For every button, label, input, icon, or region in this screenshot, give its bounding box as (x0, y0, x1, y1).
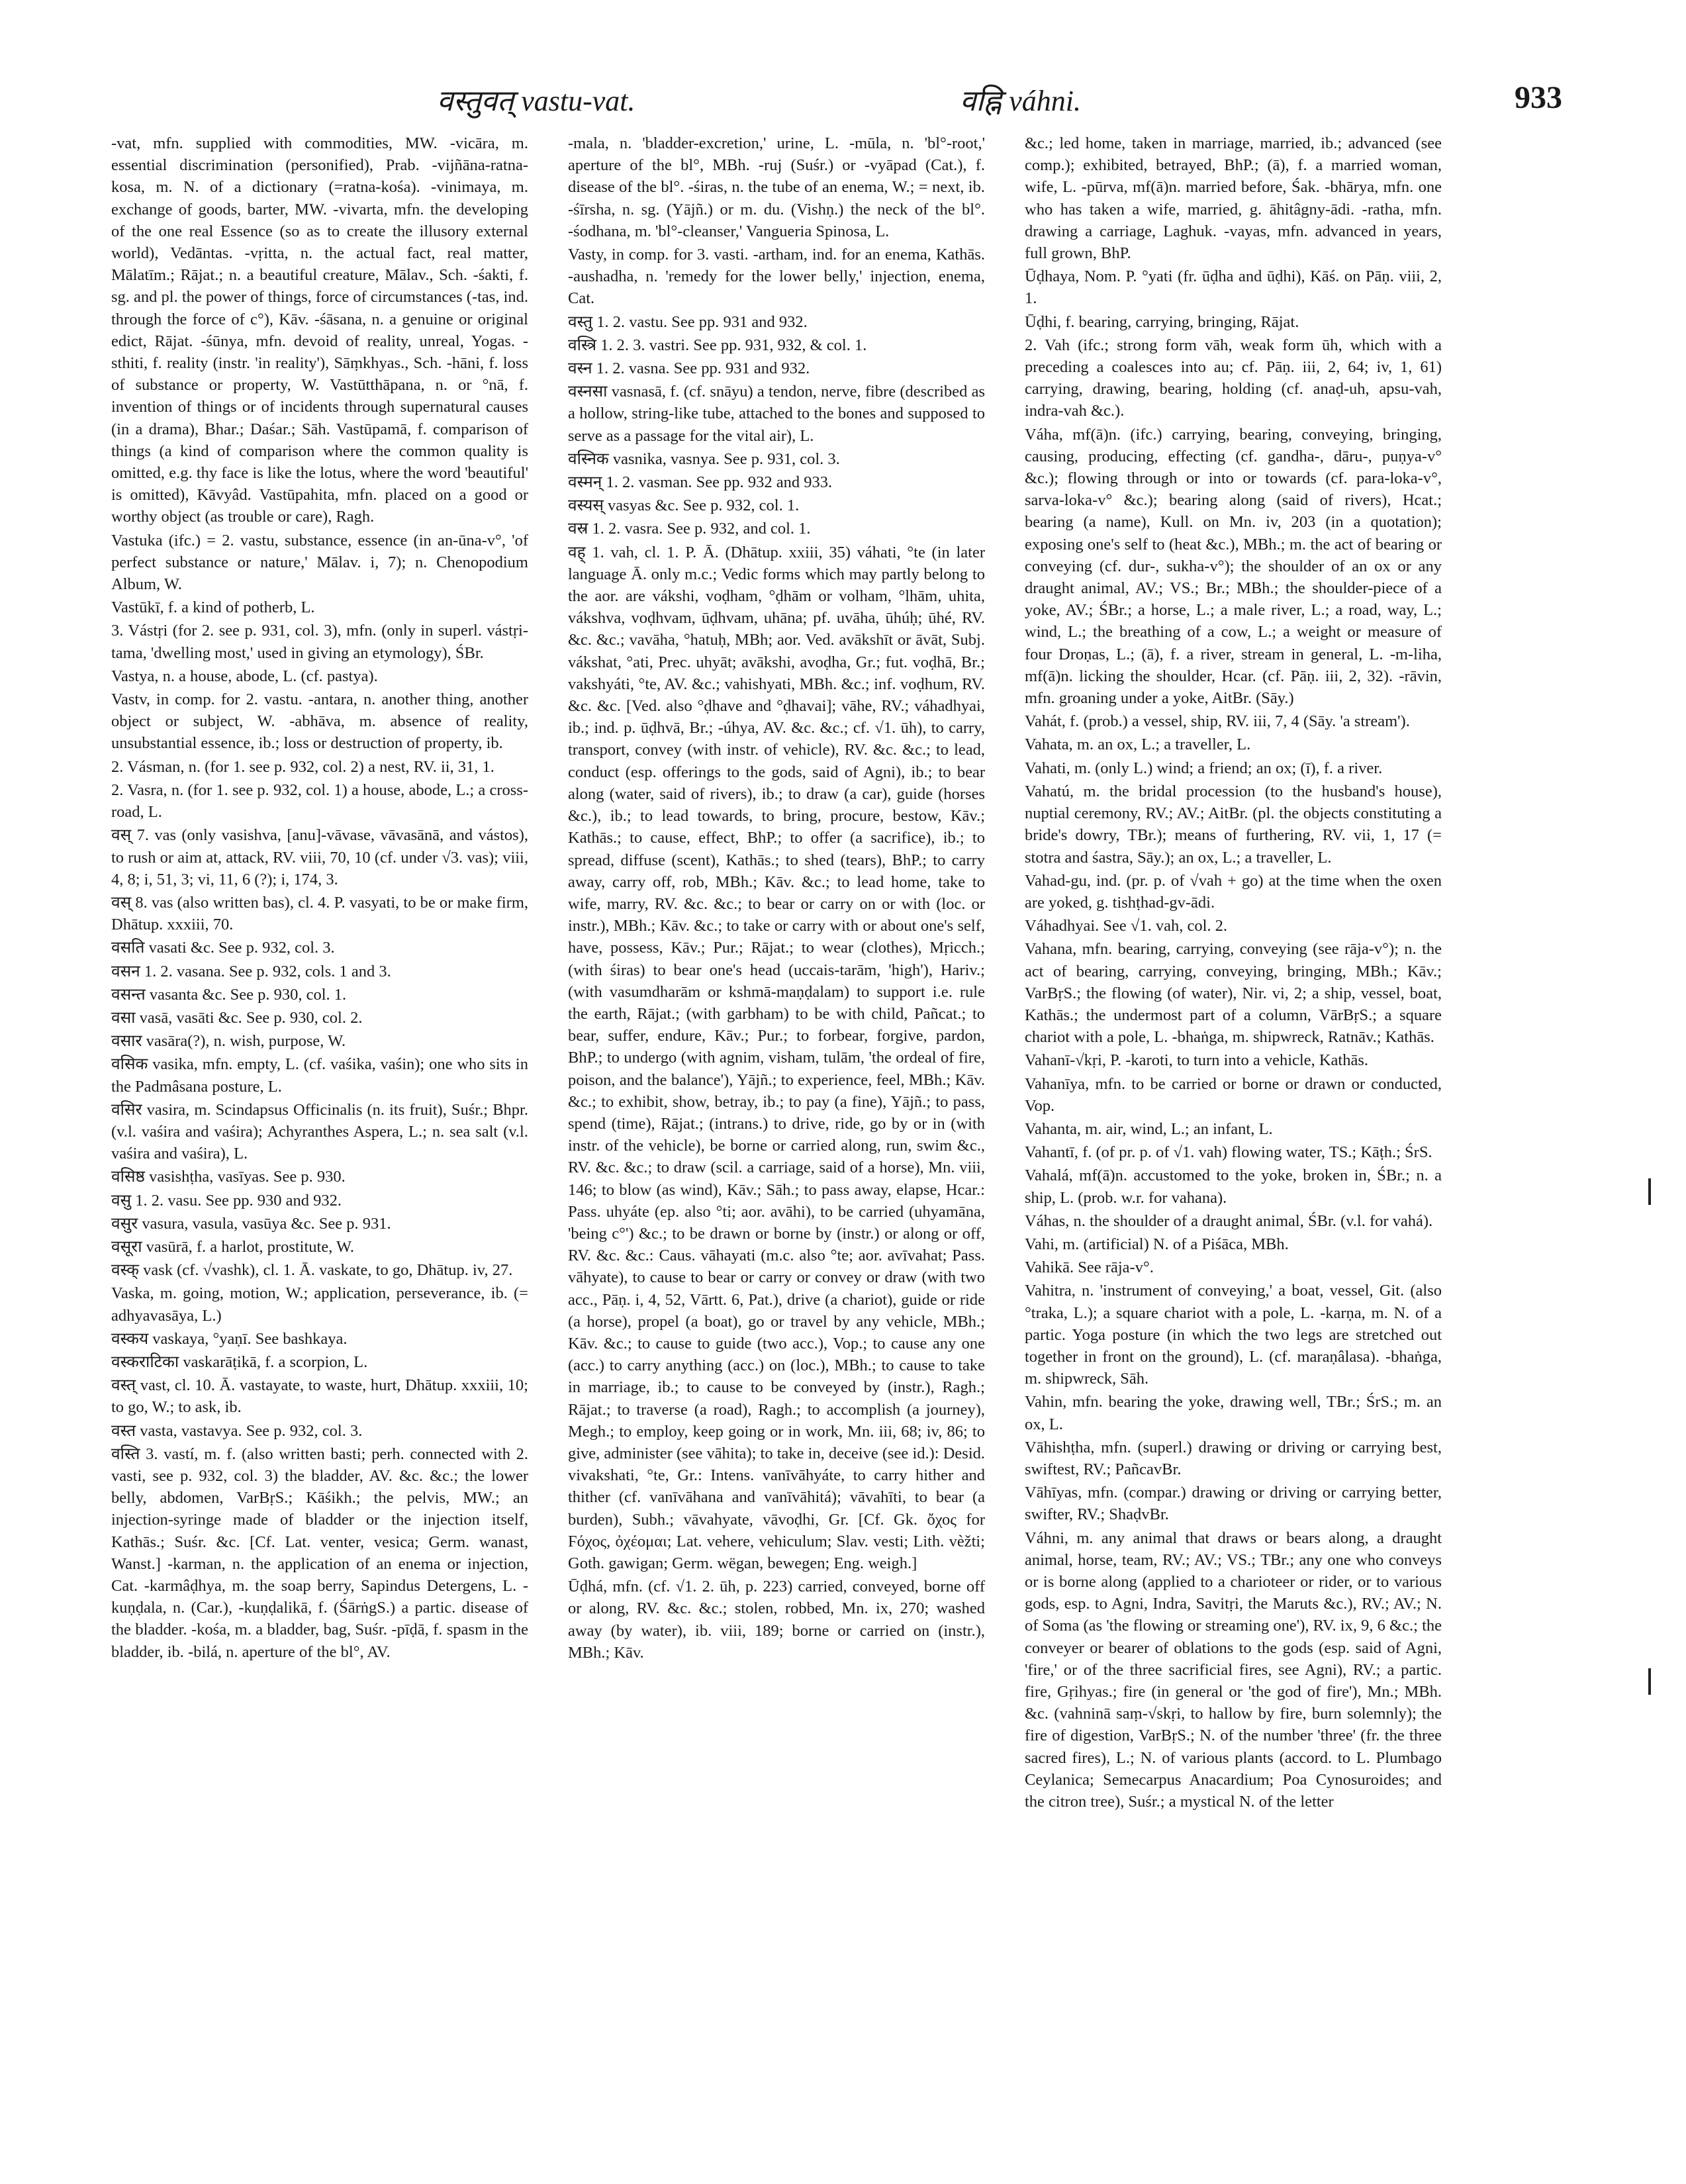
dictionary-entry: 2. Vásman, n. (for 1. see p. 932, col. 2) a nest, RV. ii, 31, 1. (111, 757, 494, 776)
dictionary-entry: वह् 1. vah, cl. 1. P. Ā. (Dhātup. xxiii, 35) váhati, °te (in later language Ā. only m.c.; Vedic forms which may partly belong to the aor. are vákshi, voḍham, °ḍhām or volham, °lhām, uhita, vákshva, voḍhvam, ūḍhvam, uhāna; pf. uvāha, ūhúḥ; ūhé, RV. &c. &c.; vavāha, °hatuḥ, MBh; aor. Ved. avākshīt or āvāt, Subj. vákshat, °ati, Prec. uhyāt; avākshi, avoḍha, Gr.; fut. voḍhā, Br.; vakshyáti, °te, AV. &c.; vahishyati, MBh. &c.; inf. voḍhum, RV. &c. &c. [Ved. also °ḍhave and °ḍhavai]; vāhe, RV.; váhadhyai, ib.; ind. p. ūḍhvā, Br.; -úhya, AV. &c. &c.; cf. √1. ūh), to carry, transport, convey (with instr. of vehicle), RV. &c. &c.; to lead, conduct (esp. offerings to the gods, said of Agni), ib.; to bear along (water, said of rivers), ib.; to draw (a car), guide (horses &c.), ib.; to lead towards, to bring, procure, bestow, Kāv.; Kathās.; to cause, effect, BhP.; to offer (a sacrifice), ib.; to spread, diffuse (scent), Kathās.; to shed (tears), BhP.; to carry away, carry off, rob, MBh.; Kāv. &c.; to lead home, take to wife, marry, RV. &c. &c.; to bear or carry on or with (loc. or instr.), MBh.; Kāv. &c.; to take or carry with or about one's self, have, possess, Kāv.; Pur.; Rājat.; to wear (clothes), Mṛicch.; (with śiras) to bear one's head (uccais-tarām, 'high'), Hariv.; (with vasumdharām or kshmā-maṇḍalam) to support i.e. rule the earth, Rājat.; (with garbham) to be with child, Pañcat.; to bear, suffer, endure, Kāv.; Pur.; to forbear, forgive, pardon, BhP.; to undergo (with agnim, visham, tulām, 'the ordeal of fire, poison, and the balance'), Yājñ.; to experience, feel, MBh.; Kāv. &c.; to exhibit, show, betray, ib.; to pay (a fine), Yājñ.; to pass, spend (time), Rājat.; (intrans.) to drive, ride, go by or in (with instr. of the vehicle), be borne or carried along, run, swim &c., RV. &c. &c.; to draw (scil. a carriage, said of a horse), Mn. viii, 146; to blow (as wind), Kāv.; Sāh.; to pass away, elapse, Hcar.: Pass. uhyáte (ep. also °ti; aor. avāhi), to be carried (uhyamāna, 'being c°') &c.; to be drawn or borne by (instr.) or along or off, RV. &c. &c.: Caus. vāhayati (m.c. also °te; aor. avīvahat; Pass. vāhyate), to cause to bear or carry or convey or draw (with two acc., Pāṇ. i, 4, 52, Vārtt. 6, Pat.), drive (a chariot), guide or ride (a horse), propel (a boat), go or travel by any vehicle, MBh.; Kāv. &c.; to cause to guide (two acc.), Vop.; to cause any one (acc.) to carry anything (acc.) on (loc.), MBh.; to cause to take in marriage, ib.; to cause to be conveyed by (instr.), Ragh.; Rājat.; to traverse (a road), Ragh.; to accomplish (a journey), Megh.; to employ, keep going or in work, Mn. iii, 68; iv, 86; to give, administer (see vāhita); to take in, deceive (see id.): Desid. vivakshati, °te, Gr.: Intens. vanīvāhyáte, to carry hither and thither (cf. vanīvāhana and vanīvāhitá); vāvahīti, to bear (a burden), Subh.; vāvahyate, vāvoḍhi, Gr. [Cf. Gk. ὄχος for Ϝόχος, ὀχέομαι; Lat. vehere, vehiculum; Slav. vesti; Lith. vèžti; Goth. gawigan; Germ. wëgan, bewegen; Eng. weigh.] (568, 543, 985, 1572)
dictionary-entry: Vahikā. See rāja-v°. (1025, 1258, 1154, 1277)
dictionary-entry: 2. Vasra, n. (for 1. see p. 932, col. 1) a house, abode, L.; a cross-road, L. (111, 781, 528, 822)
dictionary-entry: Vastya, n. a house, abode, L. (cf. pastya). (111, 667, 378, 685)
dictionary-entry: Vahi, m. (artificial) N. of a Piśāca, MBh. (1025, 1235, 1289, 1253)
page-header (106, 79, 1562, 126)
dictionary-entry: वस् 7. vas (only vasishva, [anu]-vāvase, vāvasānā, and vástos), to rush or aim at, attack, RV. viii, 70, 10 (cf. under √3. vas); viii, 4, 8; i, 51, 3; vi, 11, 6 (?); i, 174, 3. (111, 826, 528, 888)
dictionary-entry: वसुर vasura, vasula, vasūya &c. See p. 931. (111, 1214, 391, 1233)
dictionary-entry: Vahad-gu, ind. (pr. p. of √vah + go) at the time when the oxen are yoked, g. tishṭhad-gv-ādi. (1025, 871, 1442, 912)
dictionary-entry: वस्यस् vasyas &c. See p. 932, col. 1. (568, 497, 800, 515)
dictionary-entry: Vastuka (ifc.) = 2. vastu, substance, essence (in an-ūna-v°, 'of perfect substance or nature,' Mālav. i, 7); n. Chenopodium Album, W. (111, 531, 528, 594)
dictionary-entry: वस्त् vast, cl. 10. Ā. vastayate, to waste, hurt, Dhātup. xxxiii, 10; to go, W.; to ask, ib. (111, 1376, 528, 1417)
dictionary-entry: -mala, n. 'bladder-excretion,' urine, L. -mūla, n. 'bl°-root,' aperture of the bl°, MBh. -ruj (Suśr.) or -vyāpad (Cat.), f. disease of the bl°. -śiras, n. the tube of an enema, W.; = next, ib. -śīrsha, n. sg. (Yājñ.) or m. du. (Vishṇ.) the neck of the bl°. -śodhana, m. 'bl°-cleanser,' Vangueria Spinosa, L. (568, 134, 985, 240)
dictionary-entry: वस् 8. vas (also written bas), cl. 4. P. vasyati, to be or make firm, Dhātup. xxxiii, 70. (111, 893, 528, 934)
dictionary-entry: Vahati, m. (only L.) wind; a friend; an ox; (ī), f. a river. (1025, 759, 1383, 777)
dictionary-entry: Váhas, n. the shoulder of a draught animal, ŚBr. (v.l. for vahá). (1025, 1211, 1433, 1230)
dictionary-entry: वसति vasati &c. See p. 932, col. 3. (111, 939, 335, 957)
dictionary-entry: Vastv, in comp. for 2. vastu. -antara, n. another thing, another object or subject, W. -abhāva, m. absence of reality, unsubstantial essence, ib.; loss or destruction of property, ib. (111, 690, 528, 753)
dictionary-entry: Vahanīya, mfn. to be carried or borne or drawn or conducted, Vop. (1025, 1074, 1442, 1115)
dictionary-entry: Vahát, f. (prob.) a vessel, ship, RV. iii, 7, 4 (Sāy. 'a stream'). (1025, 712, 1410, 731)
dictionary-entry: वस्र 1. 2. vasra. See p. 932, and col. 1. (568, 520, 811, 538)
dictionary-entry: वस्त vasta, vastavya. See p. 932, col. 3. (111, 1421, 363, 1440)
dictionary-entry: वसा vasā, vasāti &c. See p. 930, col. 2. (111, 1008, 363, 1027)
dictionary-entry: Váhadhyai. See √1. vah, col. 2. (1025, 917, 1227, 935)
dictionary-entry: Vahantī, f. (of pr. p. of √1. vah) flowing water, TS.; Kāṭh.; ŚrS. (1025, 1143, 1432, 1162)
dictionary-entry: Ūḍhi, f. bearing, carrying, bringing, Rājat. (1025, 312, 1299, 331)
column-1 (111, 132, 528, 2118)
dictionary-entry: वसार vasāra(?), n. wish, purpose, W. (111, 1032, 346, 1051)
dictionary-entry: Vāhishṭha, mfn. (superl.) drawing or driving or carrying best, swiftest, RV.; PañcavBr. (1025, 1438, 1442, 1478)
dictionary-entry: &c.; led home, taken in marriage, married, ib.; advanced (see comp.); exhibited, betrayed, BhP.; (ā), f. a married woman, wife, L. -pūrva, mf(ā)n. married before, Śak. -bhārya, mfn. one who has taken a wife, married, g. āhitâgny-ādi. -ratha, mfn. drawing a carriage, Laghuk. -vayas, mfn. advanced in years, full grown, BhP. (1025, 134, 1442, 263)
dictionary-entry: Vahana, mfn. bearing, carrying, conveying (see rāja-v°); n. the act of bearing, carrying, conveying, bringing, MBh.; Kāv.; VarBṛS.; the flowing (of water), Nir. vi, 2; a ship, vessel, boat, Kathās.; the undermost part of a column, VārBṛS.; a square chariot with a pole, L. -bhaṅga, m. shipwreck, Ratnāv.; Kathās. (1025, 940, 1442, 1047)
dictionary-entry: वसिष्ठ vasishṭha, vasīyas. See p. 930. (111, 1168, 346, 1186)
dictionary-entry: वस्मन् 1. 2. vasman. See pp. 932 and 933. (568, 473, 833, 492)
dictionary-entry: Vahin, mfn. bearing the yoke, drawing well, TBr.; ŚrS.; m. an ox, L. (1025, 1393, 1442, 1433)
dictionary-entry: वस्त्रि 1. 2. 3. vastri. See pp. 931, 932, & col. 1. (568, 336, 867, 354)
dictionary-entry: वस्न 1. 2. vasna. See pp. 931 and 932. (568, 359, 810, 378)
dictionary-entry: वसन्त vasanta &c. See p. 930, col. 1. (111, 985, 347, 1004)
dictionary-entry: वस्कराटिका vaskarāṭikā, f. a scorpion, L. (111, 1353, 368, 1371)
running-head-right: वह्नि váhni. (960, 85, 1081, 117)
dictionary-entry: -vat, mfn. supplied with commodities, MW. -vicāra, m. essential discrimination (personified), Prab. -vijñāna-ratna-kosa, m. N. of a dictionary (=ratna-kośa). -vinimaya, m. exchange of goods, barter, MW. -vivarta, mfn. the developing of the one real Essence (so as to create the illusory external world), Vedāntas. -vṛitta, n. the actual fact, real matter, Mālatīm.; Rājat.; n. a beautiful creature, Mālav., Sch. -śakti, f. sg. and pl. the power of things, force of circumstances (-tas, ind. through the force of c°), Kāv. -śāsana, n. a genuine or original edict, Rājat. -śūnya, mfn. devoid of reality, unreal, Yogas. -sthiti, f. reality (instr. 'in reality'), Sāṃkhyas., Sch. -hāni, f. loss of substance or property, W. Vastūtthāpana, n. or °nā, f. invention of things or of incidents through supernatural causes (in a drama), Bhar.; Daśar.; Sāh. Vastūpamā, f. comparison of things (a kind of comparison where the common quality is omitted, e.g. thy face is like the lotus, where the word 'beautiful' is omitted), Kāvyâd. Vastūpahita, mfn. placed on a good or worthy object (as trouble or care), Ragh. (111, 134, 528, 526)
dictionary-entry: 2. Vah (ifc.; strong form vāh, weak form ūh, which with a preceding a coalesces into au; cf. Pāṇ. iii, 2, 64; iv, 1, 61) carrying, drawing, bearing, holding (cf. anaḍ-uh, apsu-vah, indra-vah &c.). (1025, 336, 1442, 420)
page-number: 933 (1515, 80, 1562, 115)
running-head-left: वस्तुवत् vastu-vat. (437, 85, 635, 117)
dictionary-entry: Váhni, m. any animal that draws or bears along, a draught animal, horse, team, RV.; AV.; VS.; TBr.; any one who conveys or is borne along (applied to a charioteer or rider, or to various gods, esp. to Agni, Indra, Savitṛi, the Maruts &c.), RV.; AV.; N. of Soma (as 'the flowing or streaming one'), RV. ix, 9, 6 &c.; the conveyer or bearer of oblations to the gods (esp. said of Agni, 'fire,' or of the three sacrificial fires, see Agni), RV.; a partic. fire, Gṛihyas.; fire (in general or 'the god of fire'), Mn.; MBh. &c. (vahninā saṃ-√skṛi, to hallow by fire, burn solemnly); the fire of digestion, VarBṛS.; N. of the number 'three' (fr. the three sacred fires), L.; N. of various plants (accord. to L. Plumbago Ceylanica; Semecarpus Anacardium; Poa Cynosuroides; and the citron tree), Suśr.; a mystical N. of the letter (1025, 1529, 1442, 1811)
dictionary-entry: Vastūkī, f. a kind of potherb, L. (111, 598, 315, 617)
dictionary-entry: वसिर vasira, m. Scindapsus Officinalis (n. its fruit), Suśr.; Bhpr. (v.l. vaśira and vaśira); Achyranthes Aspera, L.; n. sea salt (v.l. vaśira and vaśira), L. (111, 1100, 528, 1163)
dictionary-entry: Vasty, in comp. for 3. vasti. -artham, ind. for an enema, Kathās. -aushadha, n. 'remedy for the lower belly,' injection, enema, Cat. (568, 246, 985, 308)
dictionary-entry: Vahitra, n. 'instrument of conveying,' a boat, vessel, Git. (also °traka, L.); a square chariot with a pole, L. -karṇa, m. N. of a partic. Yoga posture (in which the two legs are stretched out together in front on the ground), L. (cf. maraṇâlasa). -bhaṅga, m. shipwreck, Sāh. (1025, 1282, 1442, 1388)
dictionary-entry: वसन 1. 2. vasana. See p. 932, cols. 1 and 3. (111, 962, 391, 980)
column-3 (1025, 132, 1442, 2118)
dictionary-entry: वस्क् vask (cf. √vashk), cl. 1. Ā. vaskate, to go, Dhātup. iv, 27. (111, 1261, 513, 1280)
dictionary-entry: Vahanī-√kṛi, P. -karoti, to turn into a vehicle, Kathās. (1025, 1051, 1368, 1070)
dictionary-entry: वस्ति 3. vastí, m. f. (also written basti; perh. connected with 2. vasti, see p. 932, col. 3) the bladder, AV. &c. &c.; the lower belly, abdomen, VarBṛS.; Kāśikh.; the pelvis, MW.; an injection-syringe made of bladder or the injection itself, Kathās.; Suśr. &c. [Cf. Lat. venter, vesica; Germ. wanast, Wanst.] -karman, n. the application of an enema or injection, Cat. -karmâḍhya, m. the soap berry, Sapindus Detergens, L. -kuṇḍala, n. (Car.), -kuṇḍalikā, f. (ŚārṅgS.) a partic. disease of the bladder. -kośa, m. a bladder, bag, Suśr. -pīḍā, f. spasm in the bladder, ib. -bilá, n. aperture of the bl°, AV. (111, 1445, 528, 1661)
dictionary-entry: Vahanta, m. air, wind, L.; an infant, L. (1025, 1119, 1273, 1138)
dictionary-entry: वसूरा vasūrā, f. a harlot, prostitute, W. (111, 1237, 355, 1256)
dictionary-entry: वस्तु 1. 2. vastu. See pp. 931 and 932. (568, 312, 808, 331)
dictionary-entry: वसिक vasika, mfn. empty, L. (cf. vaśika, vaśin); one who sits in the Padmâsana posture, L. (111, 1055, 528, 1096)
dictionary-entry: Vaska, m. going, motion, W.; application, perseverance, ib. (= adhyavasāya, L.) (111, 1284, 528, 1325)
dictionary-entry: Váha, mf(ā)n. (ifc.) carrying, bearing, conveying, bringing, causing, producing, effecting (cf. gandha-, dāru-, puṇya-v° &c.); flowing through or into or towards (cf. para-loka-v°, sarva-loka-v° &c.); bearing along (said of rivers), Hcat.; bearing (a name), Kull. on Mn. iv, 203 (in a quotation); exposing one's self to (heat &c.), MBh.; m. the act of bearing or conveying (cf. dur-, sukha-v°); the shoulder of an ox or any draught animal, AV.; VS.; Br.; MBh.; the shoulder-piece of a yoke, AV.; ŚBr.; a horse, L.; a male river, L.; a road, way, L.; wind, L.; the breathing of a cow, L.; a weight or measure of four Droṇas, L.; (ā), f. a river, stream in general, L. -m-liha, mf(ā)n. licking the shoulder, Hcar. (cf. Pāṇ. iii, 2, 32). -rāvin, mfn. groaning under a yoke, AitBr. (Sāy.) (1025, 425, 1442, 708)
dictionary-entry: Vahata, m. an ox, L.; a traveller, L. (1025, 736, 1251, 754)
margin-rule (1648, 1668, 1651, 1695)
dictionary-entry: वस्नसा vasnasā, f. (cf. snāyu) a tendon, nerve, fibre (described as a hollow, string-like tube, attached to the bones and supposed to serve as a passage for the vital air), L. (568, 383, 985, 445)
dictionary-entry: Vāhīyas, mfn. (compar.) drawing or driving or carrying better, swifter, RV.; ShaḍvBr. (1025, 1484, 1442, 1524)
dictionary-entry: Ūḍhaya, Nom. P. °yati (fr. ūḍha and ūḍhi), Kāś. on Pāṇ. viii, 2, 1. (1025, 267, 1442, 308)
column-2 (568, 132, 985, 2118)
dictionary-entry: Ūḍhá, mfn. (cf. √1. 2. ūh, p. 223) carried, conveyed, borne off or along, RV. &c. &c.; stolen, robbed, Mn. ix, 270; washed away (by water), ib. viii, 189; borne or carried on (instr.), MBh.; Kāv. (568, 1578, 985, 1662)
margin-rule (1648, 1178, 1651, 1205)
dictionary-entry: वस्निक vasnika, vasnya. See p. 931, col. 3. (568, 450, 840, 468)
dictionary-entry: वस्कय vaskaya, °yaṇī. See bashkaya. (111, 1329, 348, 1348)
dictionary-entry: वसु 1. 2. vasu. See pp. 930 and 932. (111, 1191, 342, 1210)
dictionary-entry: 3. Vástṛi (for 2. see p. 931, col. 3), mfn. (only in superl. vástṛi-tama, 'dwelling most,' used in giving an etymology), ŚBr. (111, 622, 528, 662)
dictionary-entry: Vahatú, m. the bridal procession (to the husband's house), nuptial ceremony, RV.; AV.; AitBr. (pl. the objects constituting a bride's dowry, TBr.); means of furthering, RV. vii, 1, 17 (= stotra and śastra, Sāy.); an ox, L.; a traveller, L. (1025, 782, 1442, 867)
dictionary-entry: Vahalá, mf(ā)n. accustomed to the yoke, broken in, ŚBr.; n. a ship, L. (prob. w.r. for vahana). (1025, 1166, 1442, 1207)
